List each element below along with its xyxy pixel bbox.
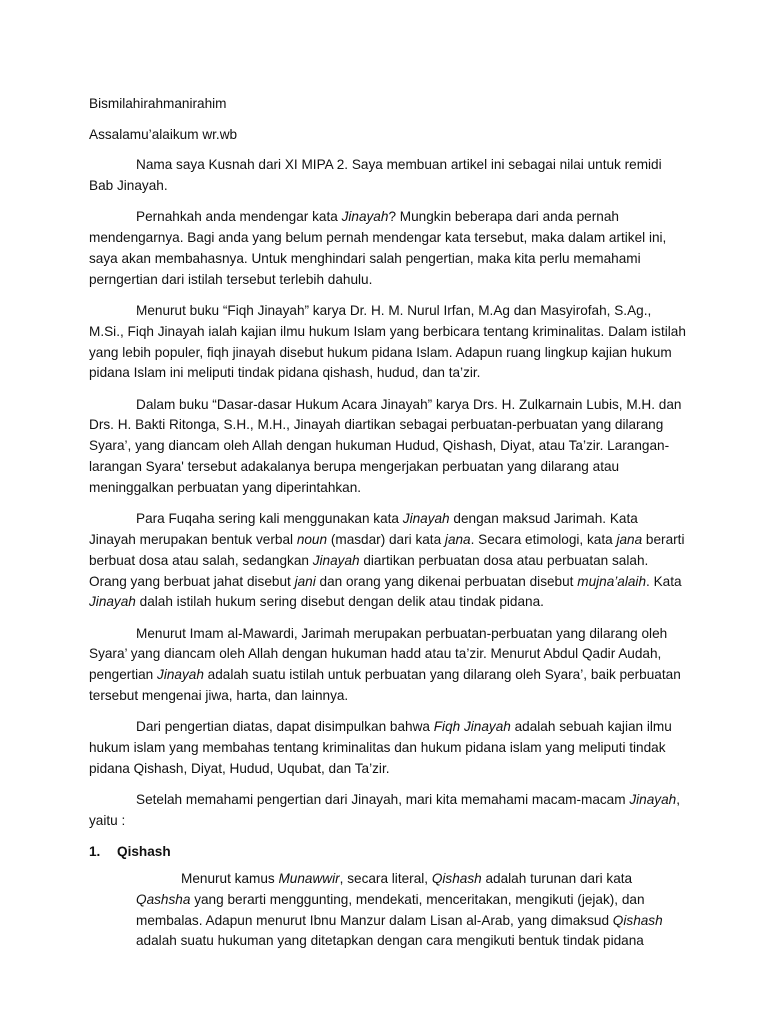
greeting-basmalah: Bismilahirahmanirahim [89,96,227,111]
paragraph-conclusion: Dari pengertian diatas, dapat disimpulkan bahwa Fiqh Jinayah adalah sebuah kajian ilmu hukum islam yang membahas tentang kriminalitas dan hukum pidana islam yang meliputi tindak pidana Qishash, Diyat, Hudud, Uqubat, dan Ta’zir. [89,719,672,776]
list-number: 1. [89,844,101,860]
paragraph-types-intro: Setelah memahami pengertian dari Jinayah, mari kita memahami macam-macam Jinayah, yaitu : [89,792,680,828]
paragraph-intro: Nama saya Kusnah dari XI MIPA 2. Saya membuan artikel ini sebagai nilai untuk remidi Bab Jinayah. [89,157,662,193]
paragraph-fiqh-jinayah-definition: Menurut buku “Fiqh Jinayah” karya Dr. H. M. Nurul Irfan, M.Ag dan Masyirofah, S.Ag., M.Si., Fiqh Jinayah ialah kajian ilmu hukum Islam yang berbicara tentang kriminalitas. Dalam istilah yang lebih populer, fiqh jinayah disebut hukum pidana Islam. Adapun ruang lingkup kajian hukum pidana Islam ini meliputi tindak pidana qishash, hudud, dan ta’zir. [89,302,686,381]
paragraph-qishash-definition: Menurut kamus Munawwir, secara literal, Qishash adalah turunan dari kata Qashsha yang berarti menggunting, mendekati, menceritakan, mengikuti (jejak), dan membalas. Adapun menurut Ibnu Manzur dalam Lisan al-Arab, yang dimaksud Qishash adalah suatu hukuman yang ditetapkan dengan cara mengikuti bentuk tindak pidana [136,871,663,949]
paragraph-mawardi: Menurut Imam al-Mawardi, Jarimah merupakan perbuatan-perbuatan yang dilarang oleh Syara’ yang diancam oleh Allah dengan hukuman hadd atau ta’zir. Menurut Abdul Qadir Audah, pengertian Jinayah adalah suatu istilah untuk perbuatan yang dilarang oleh Syara’, baik perbuatan tersebut mengenai jiwa, harta, dan lainnya. [89,625,681,704]
paragraph-question: Pernahkah anda mendengar kata Jinayah? Mungkin beberapa dari anda pernah mendengarnya. Bagi anda yang belum pernah mendengar kata tersebut, maka dalam artikel ini, saya akan membahasnya. Untuk menghindari salah pengertian, maka kita perlu memahami perngertian dari istilah tersebut terlebih dahulu. [89,209,667,287]
greeting-salam: Assalamu’alaikum wr.wb [89,126,238,142]
list-item-qishash-heading [89,842,688,863]
paragraph-hukum-acara-definition: Dalam buku “Dasar-dasar Hukum Acara Jinayah” karya Drs. H. Zulkarnain Lubis, M.H. dan Drs. H. Bakti Ritonga, S.H., M.H., Jinayah diartikan sebagai perbuatan-perbuatan yang dilarang Syara’, yang diancam oleh Allah dengan hukuman Hudud, Qishash, Diyat, atau Ta’zir. Larangan-larangan Syara' tersebut adakalanya berupa mengerjakan perbuatan yang dilarang atau meninggalkan perbuatan yang diperintahkan. [89,396,682,495]
greetings [89,94,688,145]
paragraph-etymology: Para Fuqaha sering kali menggunakan kata Jinayah dengan maksud Jarimah. Kata Jinayah merupakan bentuk verbal noun (masdar) dari kata jana. Secara etimologi, kata jana berarti berbuat dosa atau salah, sedangkan Jinayah diartikan perbuatan dosa atau perbuatan salah. Orang yang berbuat jahat disebut jani dan orang yang dikenai perbuatan disebut mujna’alaih. Kata Jinayah dalah istilah hukum sering disebut dengan delik atau tindak pidana. [89,511,685,610]
list-title: Qishash [117,844,171,860]
